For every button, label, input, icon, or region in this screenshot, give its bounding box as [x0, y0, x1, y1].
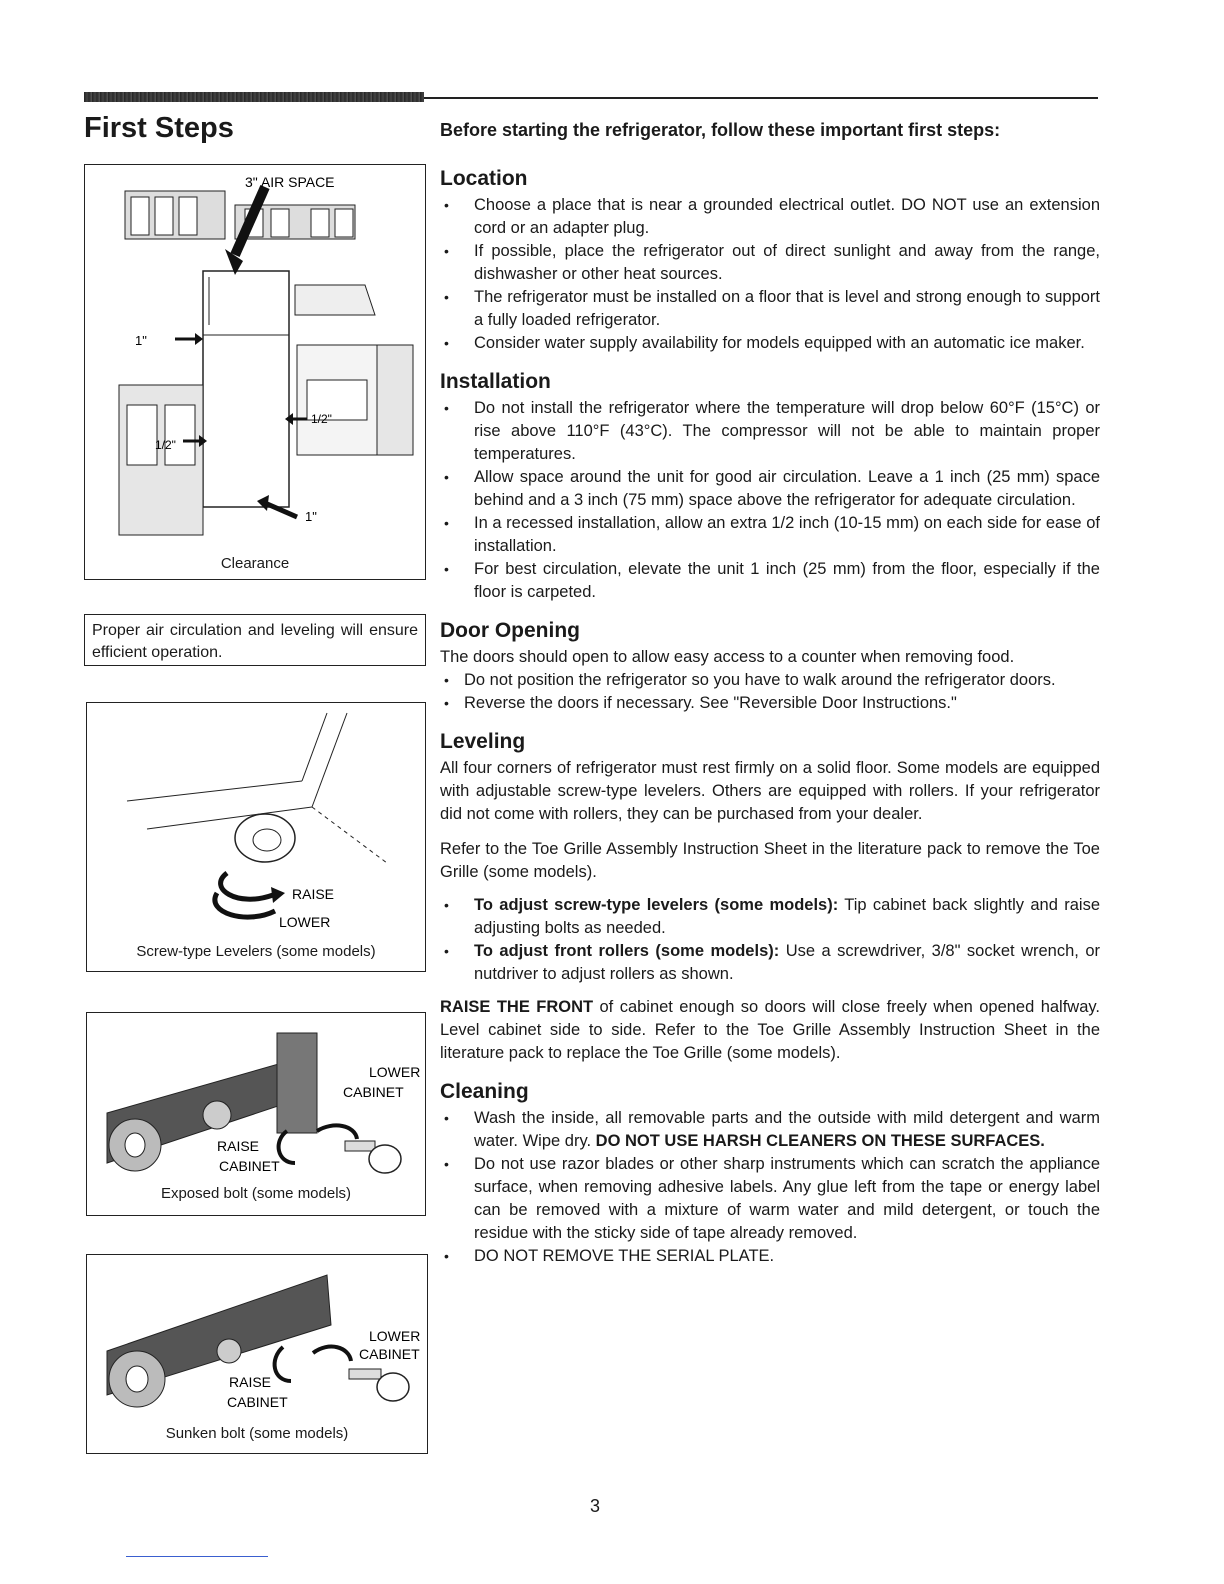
raise-front-label: RAISE THE FRONT: [440, 998, 594, 1016]
screw-lower-label: LOWER: [279, 914, 331, 930]
leveling-item-screw-text: Tip cabinet back slightly and raise adjusting bolts as needed.: [474, 896, 1100, 937]
exposed-lower-label: LOWER: [369, 1064, 421, 1080]
label-air-space: 3" AIR SPACE: [245, 174, 335, 190]
sunken-cabinet-lower: CABINET: [227, 1394, 288, 1410]
installation-item: • For best circulation, elevate the unit 1 inch (25 mm) from the floor, especially if the floor is carpeted.: [440, 558, 1100, 604]
location-item: • If possible, place the refrigerator out of direct sunlight and away from the range, dishwasher or other heat sources.: [440, 240, 1100, 286]
door-opening-item: • Do not position the refrigerator so you have to walk around the refrigerator doors.: [440, 669, 1100, 692]
cleaning-heading: Cleaning: [440, 1080, 529, 1103]
label-back-gap: 1": [305, 509, 317, 524]
location-item: • The refrigerator must be installed on a floor that is level and strong enough to support a fully loaded refrigerator.: [440, 286, 1100, 332]
door-opening-intro: The doors should open to allow easy access to a counter when removing food.: [440, 648, 1015, 666]
leveling-item-rollers-text: Use a screwdriver, 3/8" socket wrench, or nutdriver to adjust rollers as shown.: [474, 942, 1101, 983]
exposed-cabinet-lower: CABINET: [219, 1158, 280, 1174]
cleaning-item-1-text: Wash the inside, all removable parts and the outside with mild detergent and warm water. Wipe dry.: [474, 1109, 1100, 1150]
clearance-illustration: [85, 165, 424, 555]
screw-leveler-figure: [86, 702, 426, 972]
leveling-para-1: All four corners of refrigerator must rest firmly on a solid floor. Some models are equipped with adjustable screw-type levelers. Others are equipped with rollers. If your refrigerator did not come with rollers, they can be purchased from your dealer.: [440, 759, 1100, 823]
leveling-item-rollers: [440, 940, 1100, 986]
page-title: First Steps: [84, 112, 234, 144]
location-section: [440, 166, 1100, 355]
leveling-item-screw: [440, 894, 1100, 940]
location-heading: Location: [440, 167, 528, 190]
clearance-figure: [84, 164, 426, 580]
page-number: 3: [589, 1496, 600, 1516]
label-half-left: 1/2": [155, 438, 176, 452]
cleaning-warning: DO NOT USE HARSH CLEANERS ON THESE SURFACES.: [595, 1132, 1045, 1150]
installation-heading: Installation: [440, 370, 551, 393]
exposed-cabinet-upper: CABINET: [343, 1084, 404, 1100]
header-rule: [424, 97, 1098, 99]
screw-raise-label: RAISE: [292, 886, 335, 902]
label-half-right: 1/2": [311, 412, 332, 426]
leveling-para-2: Refer to the Toe Grille Assembly Instruction Sheet in the literature pack to remove the Toe Grille (some models).: [440, 840, 1100, 881]
cleaning-item: • Do not use razor blades or other sharp instruments which can scratch the appliance surface, when removing adhesive labels. Any glue left from the tape or energy label can be removed with a mixture of warm water and mild detergent, or touch the residue with the sticky side of tape already removed.: [440, 1153, 1100, 1245]
header-bar: [84, 92, 424, 102]
exposed-raise-label: RAISE: [217, 1138, 260, 1154]
door-opening-heading: Door Opening: [440, 619, 580, 642]
sunken-bolt-illustration: [87, 1255, 426, 1425]
footer-line: [126, 1556, 268, 1557]
sunken-bolt-caption: Sunken bolt (some models): [165, 1425, 349, 1442]
exposed-bolt-illustration: [87, 1013, 424, 1183]
exposed-bolt-caption: Exposed bolt (some models): [160, 1185, 352, 1202]
cleaning-item: • DO NOT REMOVE THE SERIAL PLATE.: [440, 1245, 1100, 1268]
clearance-caption: Clearance: [220, 555, 290, 572]
leveling-heading: Leveling: [440, 730, 526, 753]
exposed-bolt-figure: [86, 1012, 426, 1216]
cleaning-item: [440, 1107, 1100, 1153]
installation-section: [440, 369, 1100, 604]
main-content: [440, 166, 1100, 1282]
installation-item: • In a recessed installation, allow an extra 1/2 inch (10-15 mm) on each side for ease of installation.: [440, 512, 1100, 558]
location-item: • Choose a place that is near a grounded electrical outlet. DO NOT use an extension cord or an adapter plug.: [440, 194, 1100, 240]
leveling-para-3-text: of cabinet enough so doors will close freely when opened halfway. Level cabinet side to side. Refer to the Toe Grille Assembly Instruction Sheet in the literature pack to replace the Toe Grille (some models).: [440, 998, 1100, 1062]
installation-item: • Do not install the refrigerator where the temperature will drop below 60°F (15°C) or rise above 110°F (43°C). The compressor will not be able to maintain proper temperatures.: [440, 397, 1100, 466]
location-item: • Consider water supply availability for models equipped with an automatic ice maker.: [440, 332, 1100, 355]
label-side-gap: 1": [135, 333, 147, 348]
screw-leveler-caption: Screw-type Levelers (some models): [136, 943, 376, 960]
leveling-para-3: [440, 996, 1100, 1065]
circulation-note: Proper air circulation and leveling will ensure efficient operation.: [84, 614, 426, 666]
installation-item: • Allow space around the unit for good air circulation. Leave a 1 inch (25 mm) space behind and a 3 inch (75 mm) space above the refrigerator for adequate circulation.: [440, 466, 1100, 512]
leveling-item-screw-title: To adjust screw-type levelers (some models):: [474, 896, 839, 914]
sunken-lower-label: LOWER: [369, 1328, 421, 1344]
sunken-bolt-figure: [86, 1254, 428, 1454]
sunken-cabinet-upper: CABINET: [359, 1346, 420, 1362]
leveling-section: [440, 729, 1100, 1065]
screw-leveler-illustration: [87, 703, 424, 939]
page-subtitle: Before starting the refrigerator, follow these important first steps:: [440, 120, 1001, 140]
leveling-item-rollers-title: To adjust front rollers (some models):: [474, 942, 780, 960]
door-opening-item: • Reverse the doors if necessary. See "Reversible Door Instructions.": [440, 692, 1100, 715]
sunken-raise-label: RAISE: [229, 1374, 272, 1390]
door-opening-section: [440, 618, 1100, 715]
cleaning-section: [440, 1079, 1100, 1268]
